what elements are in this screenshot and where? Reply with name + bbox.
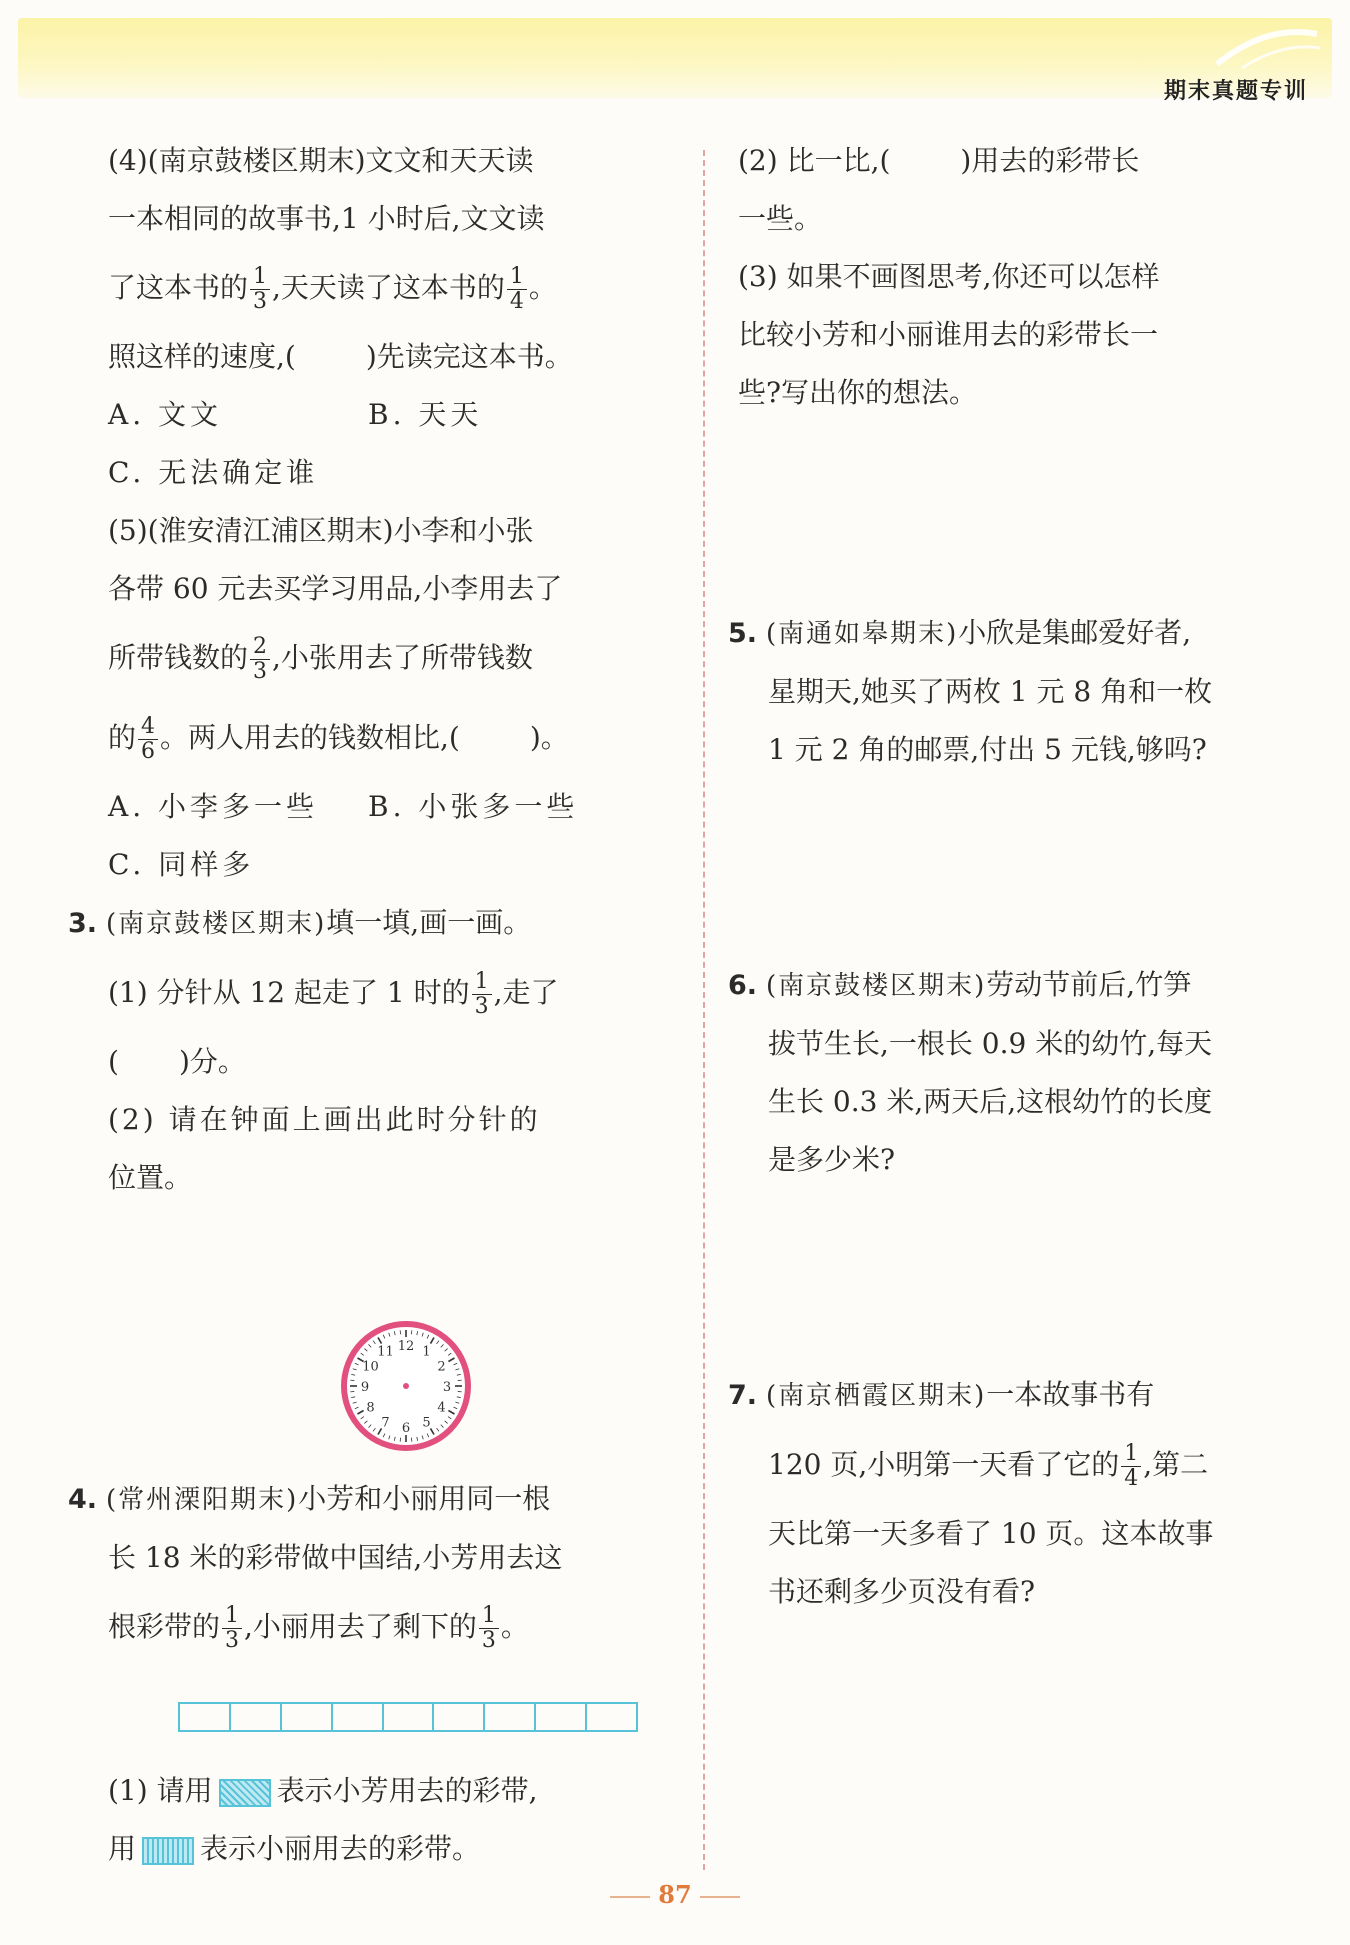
clock-number: 12 (397, 1339, 415, 1354)
ribbon-cell[interactable] (384, 1704, 435, 1730)
question-number: 4. (68, 1484, 98, 1515)
text-line: 是多少米? (768, 1143, 896, 1176)
text-line: 4. (常州溧阳期末)小芳和小丽用同一根 (68, 1470, 678, 1529)
text-line: ( )分。 (108, 1045, 246, 1078)
fraction: $\frac{1}{4}$ (507, 265, 527, 314)
ribbon-cell[interactable] (231, 1704, 282, 1730)
question-5 (728, 604, 1318, 779)
option-c[interactable]: C. 同样多 (108, 848, 255, 881)
text-line: 7. (南京栖霞区期末)一本故事书有 (728, 1366, 1318, 1425)
text-line: 照这样的速度,( )先读完这本书。 (108, 340, 573, 373)
option-b[interactable]: B. 天天 (368, 398, 483, 431)
text-line: 的 $\frac{4}{6}$ 。两人用去的钱数相比,( )。 (108, 714, 569, 764)
section-title: 期末真题专训 (1163, 79, 1308, 104)
option-c[interactable]: C. 无法确定谁 (108, 456, 319, 489)
left-column (68, 132, 673, 1207)
page-number: 87 (0, 1880, 1350, 1909)
text-line: (2) 请在钟面上画出此时分针的 (108, 1103, 541, 1136)
fraction: $\frac{1}{3}$ (479, 1604, 499, 1653)
text-line: 位置。 (108, 1161, 193, 1194)
fraction: $\frac{1}{3}$ (250, 265, 270, 314)
text-line: 拔节生长,一根长 0.9 米的幼竹,每天 (768, 1027, 1213, 1060)
ribbon-cell[interactable] (333, 1704, 384, 1730)
question-number: 7. (728, 1380, 758, 1411)
fraction: $\frac{1}{4}$ (1121, 1442, 1141, 1491)
fraction: $\frac{1}{3}$ (472, 970, 492, 1019)
text-line: (1) 分针从 12 起走了 1 时的 $\frac{1}{3}$ ,走了 (108, 969, 559, 1019)
ribbon-cell[interactable] (536, 1704, 587, 1730)
clock-number: 11 (377, 1344, 394, 1360)
text-line: 比较小芳和小丽谁用去的彩带长一 (738, 318, 1159, 351)
diagonal-hatch-swatch (219, 1779, 271, 1807)
header-band (18, 18, 1332, 98)
clock-number: 2 (437, 1359, 446, 1375)
ribbon-cell[interactable] (282, 1704, 333, 1730)
ribbon-cell[interactable] (434, 1704, 485, 1730)
text-line: 一些。 (738, 202, 823, 235)
question-6 (728, 956, 1318, 1189)
text-line: (4)(南京鼓楼区期末)文文和天天读 (108, 144, 534, 177)
text-line: 生长 0.3 米,两天后,这根幼竹的长度 (768, 1085, 1213, 1118)
question-number: 5. (728, 618, 758, 649)
fraction: $\frac{2}{3}$ (250, 635, 270, 684)
clock-center (403, 1383, 409, 1389)
clock-number: 6 (401, 1421, 411, 1436)
option-a[interactable]: A. 文文 (108, 398, 223, 431)
text-line: 用 表示小丽用去的彩带。 (108, 1832, 481, 1865)
options-row (108, 836, 673, 894)
text-line: 根彩带的 $\frac{1}{3}$ ,小丽用去了剩下的 $\frac{1}{3}$ 。 (108, 1603, 529, 1653)
question-3 (68, 894, 673, 1207)
text-line: 一本相同的故事书,1 小时后,文文读 (108, 202, 545, 235)
column-divider (703, 150, 705, 1870)
text-line: 1 元 2 角的邮票,付出 5 元钱,够吗? (768, 733, 1207, 766)
vertical-hatch-swatch (142, 1837, 194, 1865)
question-number: 3. (68, 908, 98, 939)
clock-number: 5 (422, 1415, 431, 1431)
question-7 (728, 1366, 1318, 1621)
text-line: (5)(淮安清江浦区期末)小李和小张 (108, 514, 534, 547)
clock-number: 3 (442, 1380, 452, 1395)
text-line: (2) 比一比,( )用去的彩带长 (738, 144, 1140, 177)
question-2-5 (108, 502, 673, 894)
right-column (738, 132, 1308, 422)
clock-icon (338, 1318, 474, 1454)
clock-number: 7 (381, 1415, 390, 1431)
options-row (108, 778, 673, 836)
question-2-4 (108, 132, 673, 502)
question-4 (68, 1470, 678, 1667)
text-line: 6. (南京鼓楼区期末)劳动节前后,竹笋 (728, 956, 1318, 1015)
text-line: 了这本书的 $\frac{1}{3}$ ,天天读了这本书的 $\frac{1}{4}$ 。 (108, 264, 557, 314)
text-line: 长 18 米的彩带做中国结,小芳用去这 (108, 1541, 563, 1574)
clock-number: 4 (437, 1400, 446, 1416)
text-line: (3) 如果不画图思考,你还可以怎样 (738, 260, 1160, 293)
clock-number: 9 (360, 1380, 370, 1395)
text-line: (1) 请用 表示小芳用去的彩带, (108, 1774, 538, 1807)
header-swoosh-decoration (1212, 24, 1322, 70)
text-line: 120 页,小明第一天看了它的 $\frac{1}{4}$ ,第二 (768, 1441, 1209, 1491)
text-line: 书还剩多少页没有看? (768, 1575, 1036, 1608)
options-row (108, 444, 673, 502)
question-4-continued (738, 132, 1308, 422)
fraction: $\frac{4}{6}$ (138, 715, 158, 764)
text-line: 些?写出你的想法。 (738, 376, 978, 409)
clock-face[interactable] (338, 1318, 474, 1454)
text-line: 所带钱数的 $\frac{2}{3}$ ,小张用去了所带钱数 (108, 634, 533, 684)
clock-number: 8 (366, 1400, 375, 1416)
clock-number: 1 (422, 1344, 431, 1360)
text-line: 天比第一天多看了 10 页。这本故事 (768, 1517, 1214, 1550)
ribbon-cell[interactable] (180, 1704, 231, 1730)
option-b[interactable]: B. 小张多一些 (368, 790, 579, 823)
clock-number: 10 (362, 1359, 379, 1375)
question-4-part-1 (108, 1762, 673, 1878)
text-line: 各带 60 元去买学习用品,小李用去了 (108, 572, 563, 605)
fraction: $\frac{1}{3}$ (222, 1604, 242, 1653)
text-line: 星期天,她买了两枚 1 元 8 角和一枚 (768, 675, 1213, 708)
options-row (108, 386, 673, 444)
text-line: 5. (南通如皋期末)小欣是集邮爱好者, (728, 604, 1318, 663)
text-line: 3. (南京鼓楼区期末)填一填,画一画。 (68, 894, 673, 953)
option-a[interactable]: A. 小李多一些 (108, 790, 319, 823)
question-number: 6. (728, 970, 758, 1001)
ribbon-cell[interactable] (485, 1704, 536, 1730)
ribbon-cell[interactable] (587, 1704, 636, 1730)
ribbon-strip[interactable] (178, 1702, 638, 1732)
